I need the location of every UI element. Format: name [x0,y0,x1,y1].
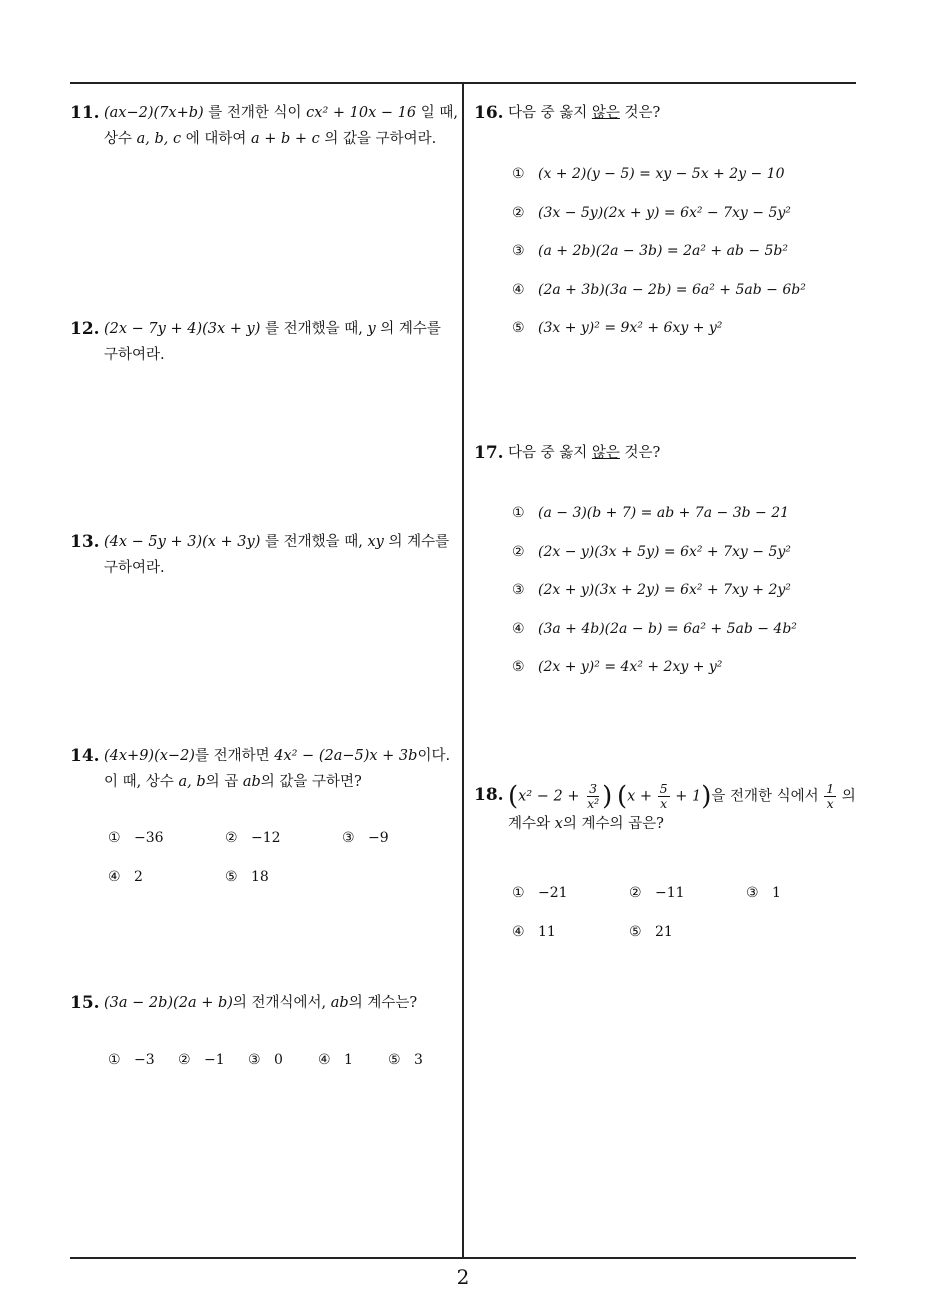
choice-mark: ③ [512,582,525,598]
choice-mark: ③ [512,243,525,259]
choice-mark: ④ [318,1052,331,1068]
choice-text: −3 [134,1052,155,1068]
math-expression: cx² + 10x − 16 [306,105,417,121]
underlined-text: 않은 [591,445,620,461]
underlined-text: 않은 [591,105,620,121]
choice-item[interactable] [225,830,342,869]
choice-mark: ⑤ [225,869,238,885]
text-span: 이 때, 상수 [104,774,179,790]
choice-text: 1 [772,885,781,901]
choice-text: −1 [204,1052,225,1068]
close-paren: ) [602,781,613,812]
problem-number: 11. [70,103,100,123]
math-expression: x² − 2 + [518,788,585,805]
fraction-numerator: 3 [589,781,598,796]
text-span: 의 곱 [205,774,243,790]
math-expression: (2x − 7y + 4)(3x + y) [104,321,261,337]
problem-11 [70,100,460,152]
fraction-numerator: 1 [826,781,835,796]
problem-14 [70,743,462,795]
choice-text: (x + 2)(y − 5) = xy − 5x + 2y − 10 [538,166,785,182]
choice-mark: ① [512,885,525,901]
math-variable: xy [367,534,384,550]
text-span: 를 전개했을 때, [260,321,368,337]
problem-17 [474,440,864,466]
problem-18 [474,782,869,837]
choice-item[interactable] [512,659,797,698]
choice-text: (2a + 3b)(3a − 2b) = 6a² + 5ab − 6b² [538,281,806,298]
choice-text: 2 [134,869,143,885]
choice-item[interactable] [512,282,806,321]
problem-text [104,529,460,581]
choice-item[interactable] [108,869,225,908]
choices-18 [512,885,863,963]
math-variable: ab [330,995,349,1011]
math-variable: x [554,816,563,832]
problem-number: 12. [70,319,100,339]
choice-text: (2x + y)(3x + 2y) = 6x² + 7xy + 2y² [538,582,791,598]
choice-text: 3 [414,1052,423,1068]
text-span: 을 전개한 식에서 [711,788,824,805]
choice-row [512,924,863,963]
choice-item[interactable] [512,243,806,282]
math-expression: (4x − 5y + 3)(x + 3y) [104,534,261,550]
fraction [658,782,670,811]
problem-number: 18. [474,785,504,805]
fraction [824,782,836,811]
problem-number: 14. [70,746,100,766]
text-span: 를 전개하면 [194,748,275,764]
problem-13 [70,529,460,581]
choice-mark: ② [178,1052,191,1068]
choice-mark: ① [108,1052,121,1068]
choice-item[interactable] [388,1052,458,1068]
choices-17 [512,505,797,698]
choice-text: −11 [655,885,685,901]
problem-text [508,100,864,126]
choice-text: (3x + y)² = 9x² + 6xy + y² [538,320,723,336]
text-span: 의 계수를 [375,321,441,337]
choice-mark: ⑤ [388,1052,401,1068]
text-span: 의 전개식에서, [232,995,331,1011]
choice-mark: ① [108,830,121,846]
math-variable: y [367,321,376,337]
bottom-rule [70,1257,856,1259]
page-number: 2 [456,1265,470,1289]
math-expression: (4x+9)(x−2) [104,748,195,764]
text-span: 를 전개했을 때, [260,534,368,550]
choice-item[interactable] [512,505,797,544]
choice-text: 21 [655,924,673,940]
problem-text [104,316,460,368]
problem-number: 17. [474,443,504,463]
choice-item[interactable] [629,924,746,963]
problem-text [104,100,460,152]
choice-mark: ③ [746,885,759,901]
text-span: 이다. [417,748,451,764]
fraction [585,782,601,811]
text-span: 계수와 [508,816,555,832]
math-expression: (ax−2)(7x+b) [104,105,204,121]
fraction-denominator: x² [587,796,600,811]
choice-mark: ② [512,543,525,560]
choice-mark: ④ [512,924,525,940]
choice-item[interactable] [629,885,746,924]
choice-item[interactable] [318,1052,388,1068]
problem-text [508,782,869,837]
choice-text: 1 [344,1052,353,1068]
choice-mark: ③ [248,1052,261,1068]
choice-item[interactable] [512,544,797,583]
text-span: 일 때, [416,105,458,121]
text-span: 의 값을 구하면? [260,774,362,790]
problem-text [508,440,864,466]
choice-text: 11 [538,924,556,940]
choices-14 [108,830,459,908]
text-span: 다음 중 옳지 [508,445,592,461]
text-span: 의 계수의 곱은? [562,816,664,832]
text-span: 상수 [104,131,137,147]
column-divider [462,82,464,1259]
choice-text: (2x − y)(3x + 5y) = 6x² + 7xy − 5y² [538,543,791,560]
text-span: 의 계수를 [383,534,450,550]
problem-number: 13. [70,532,100,552]
math-expression: (3a − 2b)(2a + b) [104,995,233,1011]
choice-item[interactable] [512,166,806,205]
choice-row [512,885,863,924]
text-span: 것은? [619,445,661,461]
choices-16 [512,166,806,359]
close-paren: ) [701,781,712,812]
choice-text: (3x − 5y)(2x + y) = 6x² − 7xy − 5y² [538,204,791,221]
choice-text: 18 [251,869,269,885]
choice-text: (2x + y)² = 4x² + 2xy + y² [538,659,723,675]
math-expression: 4x² − (2a−5)x + 3b [274,748,418,764]
choice-text: 0 [274,1052,283,1068]
choice-item[interactable] [512,205,806,244]
choice-text: (3a + 4b)(2a − b) = 6a² + 5ab − 4b² [538,620,797,637]
text-span: 의 계수는? [348,995,418,1011]
choice-item[interactable] [108,1052,178,1068]
choice-mark: ① [512,166,525,182]
math-expression: a + b + c [250,131,320,147]
choice-text: −12 [251,830,281,846]
choice-mark: ② [512,204,525,221]
problem-text [104,990,460,1016]
problem-12 [70,316,460,368]
fraction-numerator: 5 [659,781,668,796]
choice-mark: ⑤ [629,924,642,940]
choice-text: −9 [368,830,389,846]
math-expression: x + [627,788,657,805]
text-span: 것은? [619,105,661,121]
choice-mark: ① [512,505,525,521]
problem-number: 15. [70,993,100,1013]
math-expression: a, b [178,774,206,790]
choice-item[interactable] [512,582,797,621]
problem-16 [474,100,864,126]
math-variable: ab [242,774,261,790]
choice-mark: ⑤ [512,659,525,675]
open-paren: ( [616,781,628,812]
text-span: 구하여라. [104,347,165,363]
choice-item[interactable] [512,885,629,924]
choices-15 [108,1052,458,1068]
choice-mark: ④ [512,281,525,298]
choice-row [108,869,459,908]
text-span: 에 대하여 [181,131,251,147]
choice-mark: ⑤ [512,320,525,336]
math-expression: + 1 [670,788,702,805]
choice-item[interactable] [342,830,459,869]
choice-mark: ② [629,885,642,901]
choice-mark: ② [225,830,238,846]
choice-item[interactable] [108,830,225,869]
fraction-denominator: x [660,796,668,811]
choice-mark: ③ [342,830,355,846]
text-span: 다음 중 옳지 [508,105,592,121]
choice-item[interactable] [512,621,797,660]
problem-15 [70,990,460,1016]
math-expression: a, b, c [136,131,182,147]
text-span: 를 전개한 식이 [203,105,307,121]
choice-mark: ④ [108,869,121,885]
problem-text [104,743,462,795]
text-span: 의 [837,788,856,805]
choice-item[interactable] [178,1052,248,1068]
choice-text: (a + 2b)(2a − 3b) = 2a² + ab − 5b² [538,243,788,259]
choice-text: −21 [538,885,568,901]
choice-text: −36 [134,830,164,846]
choice-row [108,830,459,869]
open-paren: ( [508,781,519,812]
text-span: 의 값을 구하여라. [319,131,437,147]
choice-mark: ④ [512,620,525,637]
choice-item[interactable] [512,924,629,963]
choice-text: (a − 3)(b + 7) = ab + 7a − 3b − 21 [538,505,790,521]
choice-item[interactable] [746,885,863,924]
problem-number: 16. [474,103,504,123]
text-span: 구하여라. [104,560,165,576]
choice-item[interactable] [512,320,806,359]
fraction-denominator: x [826,796,834,811]
choice-item[interactable] [248,1052,318,1068]
choice-item[interactable] [225,869,342,908]
